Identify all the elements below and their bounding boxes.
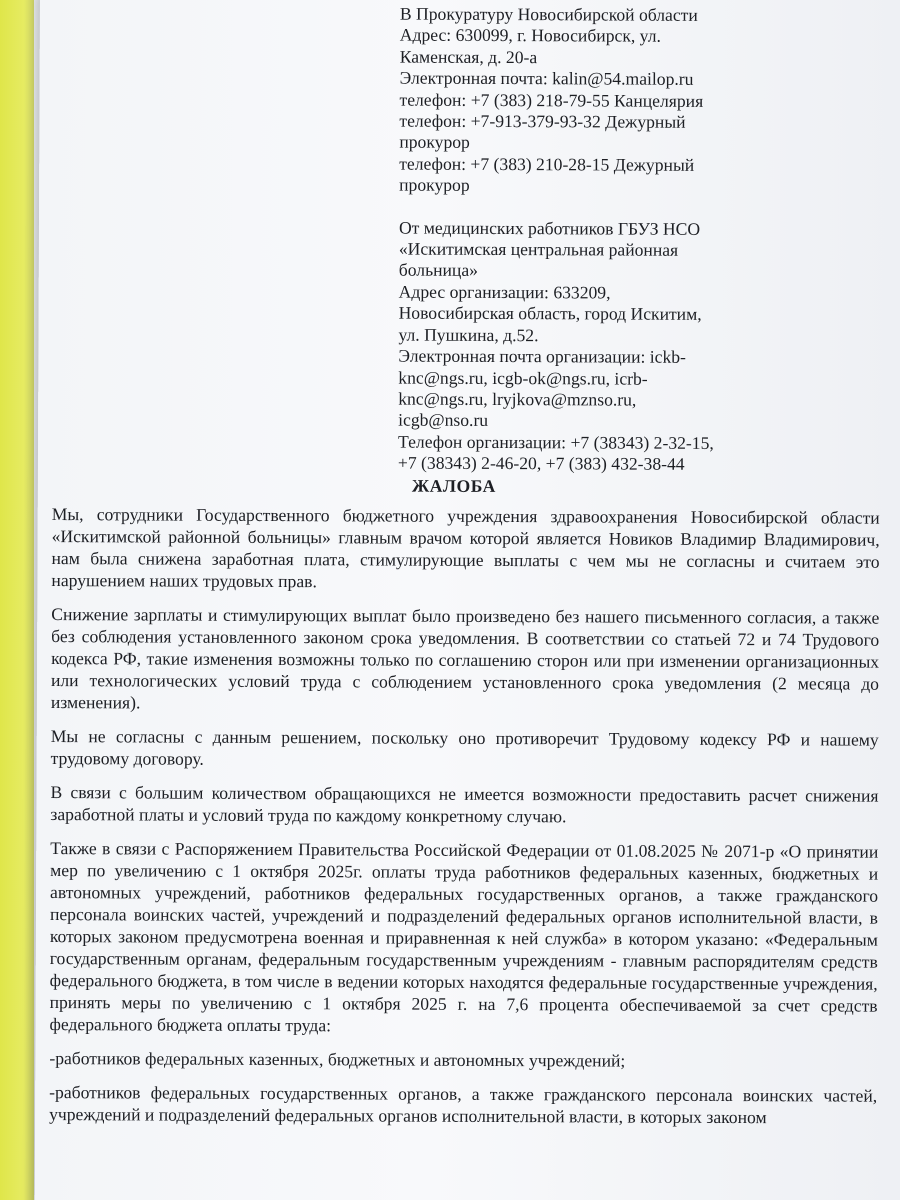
yellow-surface-edge xyxy=(0,0,34,1200)
body-paragraph: Мы не согласны с данным решением, поскольку оно противоречит Трудовому кодексу РФ и нашему трудовому договору. xyxy=(50,725,879,769)
sender-line: Электронная почта организации: ickb-knc@ngs.ru, icgb-ok@ngs.ru, icrb-knc@ngs.ru, lryjkova@mznso.ru, icgb@nso.ru xyxy=(398,345,686,431)
body-paragraph: -работников федеральных казенных, бюджетных и автономных учреждений; xyxy=(49,1047,626,1071)
addressee-line: Адрес: 630099, г. Новосибирск, ул. Каменская, д. 20-а xyxy=(399,24,661,67)
body-paragraph: -работников федеральных государственных органов, а также гражданского персонала воинских частей, учреждений и подразделений федеральных органов исполнительной власти, в которых законом xyxy=(49,1081,878,1127)
addressee-block xyxy=(398,2,716,476)
addressee-line: телефон: +7 (383) 218-79-55 Канцелярия xyxy=(399,89,704,111)
sender-line: Телефон организации: +7 (38343) 2-32-15, +7 (38343) 2-46-20, +7 (383) 432-38-44 xyxy=(397,431,714,474)
block-spacer xyxy=(399,196,715,218)
document-title: ЖАЛОБА xyxy=(411,475,496,496)
body-paragraph: Также в связи с Распоряжением Правительства Российской Федерации от 01.08.2025 № 2071-р «О принятии мер по увеличению с 1 октября 2025г. оплаты труда работников федеральных казенных, бюджетных и автономных учреждений, работников федеральных государственных органов, а также гражданского персонала воинских частей, учреждений и подразделений федеральных органов исполнительной власти, в которых законом предусмотрена военная и приравненная к ней служба» в котором указано: «Федеральным государственным органам, федеральным государственным учреждениям - главным распорядителям средств федерального бюджета, в том числе в ведении которых находятся федеральные государственные учреждения, принять меры по увеличению с 1 октября 2025 г. на 7,6 процента обеспечиваемой за счет средств федерального бюджета оплаты труда: xyxy=(49,837,879,1035)
sender-line: Адрес организации: 633209, Новосибирская область, город Искитим, ул. Пушкина, д.52. xyxy=(398,281,702,345)
sender-line: От медицинских работников ГБУЗ НСО «Искитимская центральная районная больница» xyxy=(398,217,701,281)
addressee-line: В Прокуратуру Новосибирской области xyxy=(399,3,698,25)
body-paragraph: В связи с большим количеством обращающихся не имеется возможности предоставить расчет снижения заработной платы и условий труда по каждому конкретному случаю. xyxy=(50,781,879,826)
body-paragraph: Снижение зарплаты и стимулирующих выплат было произведено без нашего письменного согласия, а также без соблюдения установленного законом срока уведомления. В соответствии со статьей 72 и 74 Трудового кодекса РФ, такие изменения возможны только по соглашению сторон или при изменении организационных или технологических условий труда с соблюдением установленного срока уведомления (2 месяца до изменения). xyxy=(50,603,880,712)
addressee-line: телефон: +7 (383) 210-28-15 Дежурный прокурор xyxy=(399,153,695,196)
body-paragraph: Мы, сотрудники Государственного бюджетного учреждения здравоохранения Новосибирской области «Искитимской районной больницы» главным врачом которой является Новиков Владимир Владимирович, нам была снижена заработная плата, стимулирующие выплаты с чем мы не согласны и считаем это нарушением наших трудовых прав. xyxy=(51,503,880,591)
document-content xyxy=(49,0,882,1128)
addressee-line: телефон: +7-913-379-93-32 Дежурный прокурор xyxy=(399,110,686,153)
addressee-line: Электронная почта: kalin@54.mailop.ru xyxy=(399,67,694,90)
document-sheet xyxy=(35,0,900,1200)
